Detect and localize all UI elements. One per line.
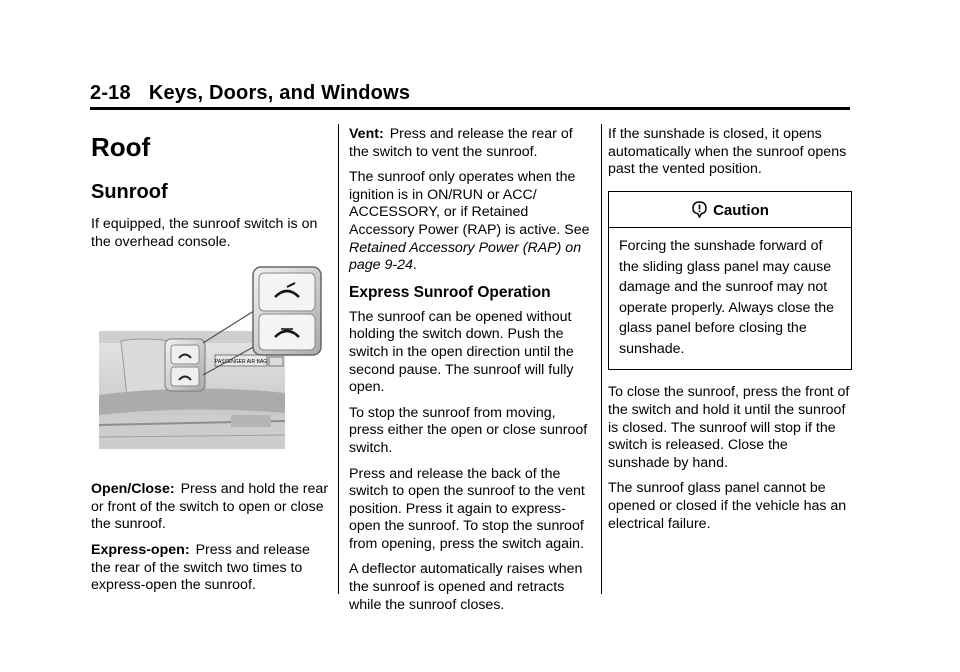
intro-paragraph: If equipped, the sunroof switch is on the overhead console. <box>91 216 318 250</box>
page-header <box>90 82 410 105</box>
heading-express-sunroof: Express Sunroof Operation <box>349 283 551 301</box>
vent-paragraph <box>349 126 593 161</box>
express-open-paragraph <box>91 542 331 595</box>
vent-term: Vent: <box>349 126 384 142</box>
column-divider <box>338 124 339 594</box>
section-title: Keys, Doors, and Windows <box>148 82 411 104</box>
column-3 <box>608 126 852 541</box>
express-open-text: Press and release the rear of the switch two times to express-open the sunroof. <box>91 541 310 594</box>
electrical-failure-paragraph: The sunroof glass panel cannot be opened or closed if the vehicle has an electrical failure. <box>608 480 847 532</box>
express-paragraph-2: To stop the sunroof from moving, press either the open or close sunroof switch. <box>349 404 588 456</box>
deflector-paragraph: A deflector automatically raises when the sunroof is opened and retracts while the sunroof closes. <box>349 561 583 613</box>
caution-title <box>609 192 851 229</box>
open-close-text: Press and hold the rear or front of the switch to open or close the sunroof. <box>91 481 329 533</box>
column-2 <box>349 126 593 622</box>
ignition-end: . <box>412 257 417 274</box>
heading-sunroof: Sunroof <box>91 181 168 203</box>
column-1 <box>91 126 331 603</box>
sunshade-paragraph: If the sunshade is closed, it opens automatically when the sunroof opens past the vented position. <box>608 126 847 178</box>
header-rule <box>90 107 850 110</box>
ignition-text: The sunroof only operates when the ignition is in ON/RUN or ACC/ ACCESSORY, or if Retained Accessory Power (RAP) is active. See <box>349 169 590 238</box>
caution-title-text: Caution <box>713 201 769 219</box>
caution-box <box>608 191 852 371</box>
sunroof-switch-figure <box>91 265 331 455</box>
column-divider <box>601 124 602 594</box>
page-number: 2-18 <box>90 82 131 104</box>
open-close-term: Open/Close: <box>91 481 175 498</box>
heading-roof: Roof <box>91 132 151 162</box>
overhead-console-illustration <box>91 265 331 455</box>
open-close-paragraph <box>91 481 331 534</box>
caution-icon <box>691 201 708 218</box>
express-paragraph-3: Press and release the back of the switch to open the sunroof to the vent position. Press it again to express-open the sunroof. To stop the sunroof from opening, press the switch again. <box>349 465 585 552</box>
rap-reference-link[interactable]: Retained Accessory Power (RAP) on page 9-24 <box>349 239 582 274</box>
caution-body: Forcing the sunshade forward of the sliding glass panel may cause damage and the sunroof may not operate properly. Always close the glass panel before closing the sunshade. <box>619 238 835 357</box>
express-open-term: Express-open: <box>91 541 190 558</box>
close-sunroof-paragraph: To close the sunroof, press the front of the switch and hold it until the sunroof is closed. The sunroof will stop if the switch is released. Close the sunshade by hand. <box>608 384 850 471</box>
express-paragraph-1: The sunroof can be opened without holding the switch down. Push the switch in the open direction until the second pause. The sunroof will fully open. <box>349 308 574 396</box>
vent-text: Press and release the rear of the switch to vent the sunroof. <box>349 126 573 160</box>
ignition-paragraph <box>349 169 593 275</box>
passenger-airbag-label: PASSENGER AIR BAG <box>214 359 268 366</box>
